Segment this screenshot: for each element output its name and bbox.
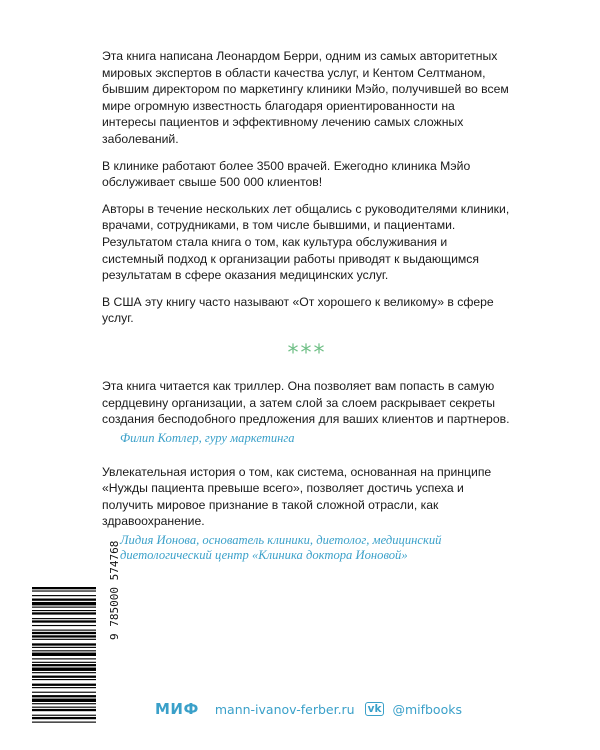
- barcode-bar: [32, 595, 96, 596]
- review-text: Увлекательная история о том, как система, основанная на принципе «Нужды пациента превыше всего», позволяет достичь успеха и получить мировое признание в такой сложной отрасли, как здравоохранение.: [102, 464, 492, 529]
- barcode-bar: [32, 620, 96, 622]
- publisher-logo: МИФ: [155, 700, 199, 718]
- barcode-bar: [32, 687, 96, 688]
- separator-stars: ***: [287, 340, 327, 366]
- barcode-bar: [32, 618, 96, 619]
- barcode-bar: [32, 668, 96, 671]
- review-author: Лидия Ионова, основатель клиники, диетолог, медицинский диетологический центр «Клиника доктора Ионовой»: [120, 533, 442, 563]
- review-quote: [102, 378, 512, 446]
- barcode-bar: [32, 650, 96, 651]
- barcode-bar: [32, 684, 96, 686]
- barcode-bar: [32, 715, 96, 716]
- website-link[interactable]: mann-ivanov-ferber.ru: [214, 701, 355, 717]
- barcode-bar: [32, 717, 96, 719]
- review-text: Эта книга читается как триллер. Она позволяет вам попасть в самую сердцевину организации, а затем слой за слоем раскрывает секреты создания бесподобного предложения для ваших клиентов и партнеров.: [102, 378, 510, 427]
- barcode-bar: [32, 695, 96, 697]
- barcode-bar: [32, 639, 96, 640]
- barcode-bar: [32, 610, 96, 611]
- review-quote: [102, 464, 512, 563]
- barcode-bar: [32, 676, 96, 678]
- barcode-bar: [32, 643, 96, 645]
- barcode-bar: [32, 647, 96, 648]
- barcode-bar: [32, 612, 96, 614]
- barcode-bar: [32, 635, 96, 637]
- barcode-bar: [32, 722, 96, 723]
- barcode-bar: [32, 692, 96, 693]
- barcode-bar: [32, 662, 96, 663]
- barcode-bar: [32, 625, 96, 626]
- review-author: Филип Котлер, гуру маркетинга: [120, 430, 295, 445]
- barcode-bar: [32, 653, 96, 656]
- social-handle[interactable]: @mifbooks: [392, 701, 462, 717]
- barcode-bar: [32, 607, 96, 608]
- barcode-bar: [32, 664, 96, 666]
- barcode-bar: [32, 707, 96, 708]
- barcode-bar: [32, 590, 96, 591]
- barcode-bar: [32, 699, 96, 702]
- barcode-bar: [32, 630, 96, 631]
- back-cover-text: [102, 48, 512, 581]
- barcode-bar: [32, 703, 96, 704]
- publisher-footer: [155, 699, 462, 719]
- barcode-bar: [32, 658, 96, 659]
- barcode-bar: [32, 602, 96, 605]
- barcode-bar: [32, 672, 96, 673]
- barcode-bar: [32, 599, 96, 601]
- description-paragraph: В США эту книгу часто называют «От хорошего к великому» в сфере услуг.: [102, 294, 494, 326]
- barcode-bar: [32, 632, 96, 634]
- vk-icon[interactable]: vk: [365, 702, 385, 716]
- barcode-bar: [32, 679, 96, 680]
- description-paragraph: Авторы в течение нескольких лет общались с руководителями клиники, врачами, сотрудниками, в том числе бывшими, и пациентами. Результатом стала книга о том, как культура обслуживания и системный подход к организации работы приводят к выдающимся результатам в сфере оказания медицинских услуг.: [102, 201, 510, 283]
- description-paragraph: В клинике работают более 3500 врачей. Ежегодно клиника Мэйо обслуживает свыше 500 000 клиентов!: [102, 158, 471, 190]
- barcode-bar: [32, 587, 96, 589]
- description-paragraph: Эта книга написана Леонардом Берри, одним из самых авторитетных мировых экспертов в области качества услуг, и Кентом Селтманом, бывшим директором по маркетингу клиники Мэйо, получившей во всем мире огромную известность благодаря ориентированности на интересы пациентов и эффективному лечению самых сложных заболеваний.: [102, 49, 509, 146]
- isbn-number: 9 785000 574768: [108, 540, 121, 640]
- barcode-bar: [32, 709, 96, 711]
